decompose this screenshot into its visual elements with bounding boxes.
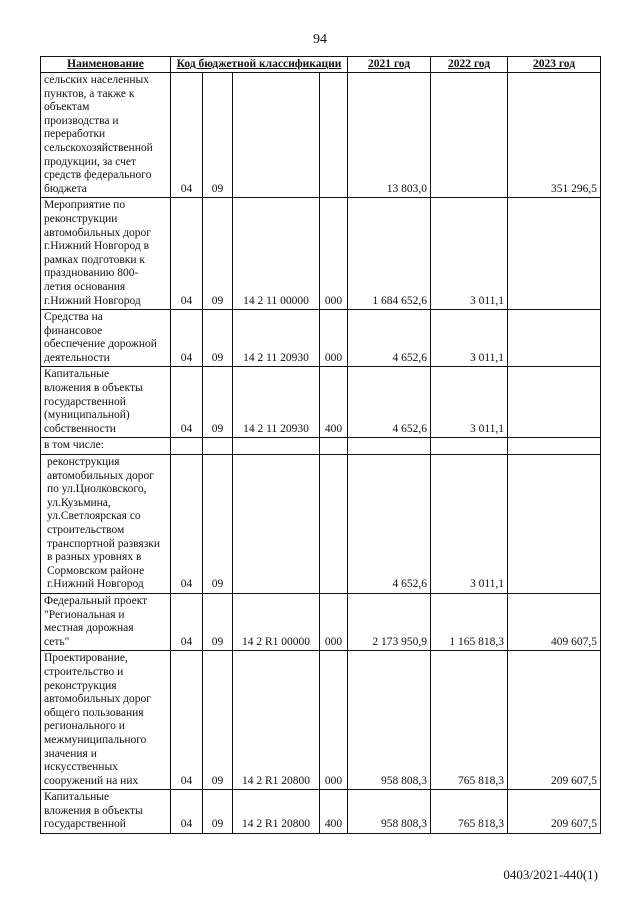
document-code: 0403/2021-440(1) [503,867,598,882]
code-expense-type: 400 [320,367,348,438]
code-subsection: 09 [203,73,233,198]
code-expense-type: 000 [320,198,348,310]
value-2022: 765 818,3 [431,651,508,790]
header-name: Наименование [41,57,171,73]
code-section: 04 [171,790,203,834]
row-name: Проектирование, строительство и реконструкция автомобильных дорог общего пользования регионального и межмуниципального значения и искусственных сооружений на них [41,651,171,790]
value-2021: 13 803,0 [348,73,431,198]
code-target [233,438,320,455]
value-2023 [508,438,601,455]
code-target: 14 2 11 20930 [233,367,320,438]
value-2022: 3 011,1 [431,455,508,594]
row-name: Средства на финансовое обеспечение дорожной деятельности [41,310,171,367]
row-name: Мероприятие по реконструкции автомобильных дорог г.Нижний Новгород в рамках подготовки к празднованию 800- летия основания г.Нижний Новгород [41,198,171,310]
table-header-row [41,57,601,73]
code-expense-type [320,455,348,594]
code-target: 14 2 R1 00000 [233,593,320,650]
value-2021: 4 652,6 [348,310,431,367]
code-subsection: 09 [203,593,233,650]
code-subsection: 09 [203,198,233,310]
table-row [41,198,601,310]
code-subsection: 09 [203,367,233,438]
table-row [41,310,601,367]
code-target [233,455,320,594]
table-row [41,455,601,594]
code-section [171,438,203,455]
value-2022: 3 011,1 [431,310,508,367]
value-2021: 958 808,3 [348,651,431,790]
code-subsection [203,438,233,455]
code-expense-type: 000 [320,310,348,367]
code-expense-type: 400 [320,790,348,834]
code-target: 14 2 11 20930 [233,310,320,367]
value-2023 [508,367,601,438]
code-subsection: 09 [203,455,233,594]
code-target: 14 2 R1 20800 [233,651,320,790]
row-name: Капитальные вложения в объекты государственной (муниципальной) собственности [41,367,171,438]
code-target [233,73,320,198]
code-subsection: 09 [203,651,233,790]
code-subsection: 09 [203,790,233,834]
row-name: в том числе: [41,438,171,455]
value-2023: 409 607,5 [508,593,601,650]
value-2023 [508,310,601,367]
header-2023: 2023 год [508,57,601,73]
code-target: 14 2 R1 20800 [233,790,320,834]
header-2022: 2022 год [431,57,508,73]
value-2021: 958 808,3 [348,790,431,834]
budget-table [40,56,601,834]
code-subsection: 09 [203,310,233,367]
table-row [41,593,601,650]
value-2022: 3 011,1 [431,198,508,310]
value-2021: 2 173 950,9 [348,593,431,650]
code-expense-type: 000 [320,651,348,790]
value-2022: 765 818,3 [431,790,508,834]
value-2022: 3 011,1 [431,367,508,438]
table-row [41,73,601,198]
table-row [41,790,601,834]
code-section: 04 [171,367,203,438]
table-row [41,438,601,455]
row-name: сельских населенных пунктов, а также к объектам производства и переработки сельскохозяйственной продукции, за счет средств федерального бюджета [41,73,171,198]
value-2022 [431,73,508,198]
value-2023 [508,198,601,310]
table-row [41,651,601,790]
row-name: реконструкция автомобильных дорог по ул.Циолковского, ул.Кузьмина, ул.Светлоярская со строительством транспортной развязки в разных уровнях в Сормовском районе г.Нижний Новгород [41,455,171,594]
value-2023 [508,455,601,594]
code-section: 04 [171,455,203,594]
value-2021: 1 684 652,6 [348,198,431,310]
value-2023: 209 607,5 [508,651,601,790]
table-row [41,367,601,438]
code-section: 04 [171,73,203,198]
value-2022 [431,438,508,455]
value-2023: 209 607,5 [508,790,601,834]
code-section: 04 [171,198,203,310]
value-2023: 351 296,5 [508,73,601,198]
code-section: 04 [171,593,203,650]
code-section: 04 [171,651,203,790]
code-section: 04 [171,310,203,367]
code-target: 14 2 11 00000 [233,198,320,310]
value-2021: 4 652,6 [348,455,431,594]
value-2021: 4 652,6 [348,367,431,438]
value-2022: 1 165 818,3 [431,593,508,650]
code-expense-type [320,438,348,455]
value-2021 [348,438,431,455]
row-name: Федеральный проект "Региональная и местная дорожная сеть" [41,593,171,650]
page-number: 94 [313,32,327,47]
header-2021: 2021 год [348,57,431,73]
row-name: Капитальные вложения в объекты государственной [41,790,171,834]
code-expense-type [320,73,348,198]
header-code: Код бюджетной классификации [171,57,348,73]
code-expense-type: 000 [320,593,348,650]
